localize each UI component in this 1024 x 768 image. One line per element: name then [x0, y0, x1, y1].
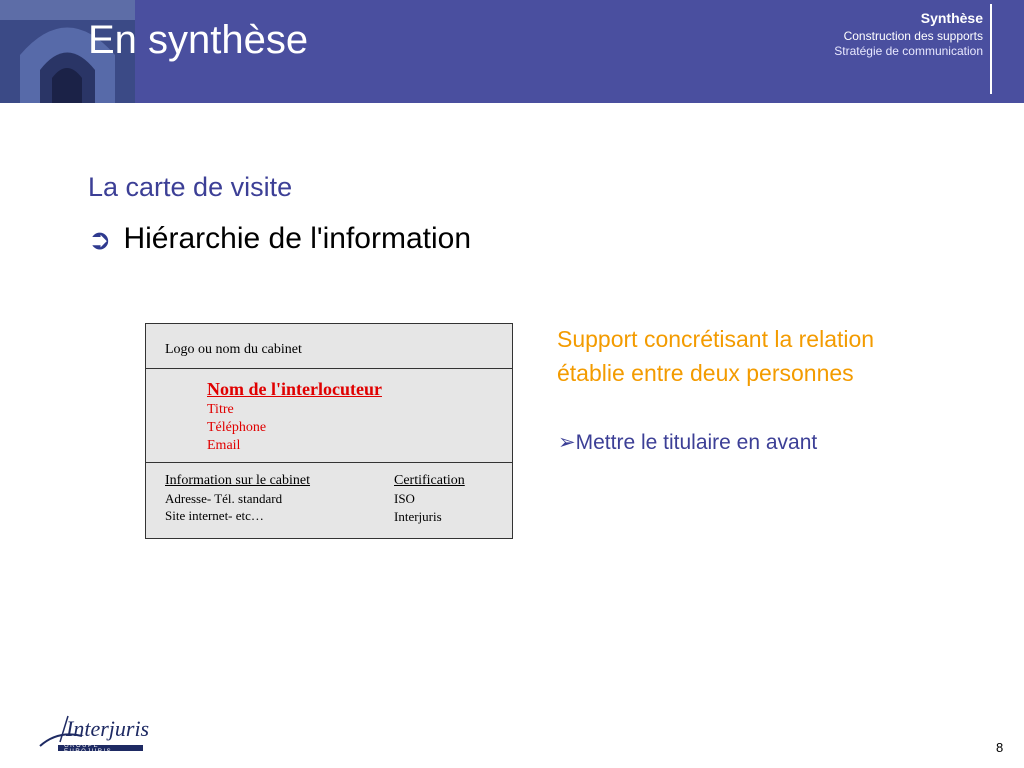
page-number: 8	[996, 740, 1004, 755]
support-description: Support concrétisant la relation établie entre deux personnes	[557, 326, 875, 386]
interjuris-logo	[38, 712, 148, 756]
nav-strategie-communication[interactable]: Stratégie de communication	[834, 44, 983, 58]
certification-heading: Certification	[394, 473, 465, 488]
card-cabinet-info	[165, 471, 310, 524]
section-heading: La carte de visite	[88, 172, 293, 202]
card-contact-row	[146, 369, 512, 463]
card-certification	[394, 471, 465, 526]
logo-wordmark: Interjuris	[66, 716, 150, 741]
arrow-icon: ➲	[88, 223, 112, 255]
contact-phone: Téléphone	[207, 420, 267, 435]
certification-line2: Interjuris	[394, 509, 442, 524]
contact-email: Email	[207, 438, 241, 453]
certification-line1: ISO	[394, 491, 415, 506]
bullet-arrow-icon: ➢	[558, 431, 576, 454]
card-info-row	[146, 463, 512, 538]
contact-name: Nom de l'interlocuteur	[207, 379, 382, 399]
business-card-diagram	[145, 323, 513, 539]
cabinet-info-line2: Site internet- etc…	[165, 508, 264, 523]
support-bullet	[558, 430, 817, 455]
nav-current-section[interactable]: Synthèse	[920, 10, 983, 26]
section-nav	[834, 8, 983, 58]
slide-header	[0, 0, 1024, 103]
nav-construction-supports[interactable]: Construction des supports	[843, 29, 983, 43]
card-contact-block	[207, 377, 382, 455]
cabinet-info-heading: Information sur le cabinet	[165, 473, 311, 488]
section-subheading	[88, 222, 471, 256]
subheading-text: Hiérarchie de l'information	[123, 222, 472, 255]
contact-title: Titre	[207, 402, 234, 417]
card-logo-label: Logo ou nom du cabinet	[165, 342, 302, 357]
cabinet-info-line1: Adresse- Tél. standard	[165, 491, 283, 506]
header-divider	[990, 4, 992, 94]
bullet-text: Mettre le titulaire en avant	[575, 431, 818, 454]
slide-title: En synthèse	[88, 18, 309, 62]
logo-subtitle: GROUPE EUROJURIS	[64, 743, 113, 755]
card-logo-row	[146, 324, 512, 369]
